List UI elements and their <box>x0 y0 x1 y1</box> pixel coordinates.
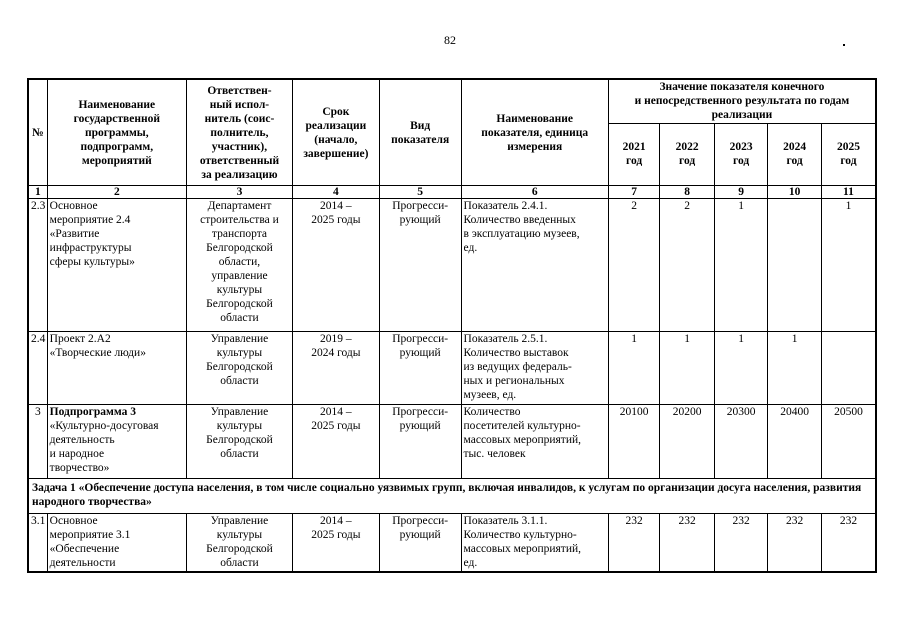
header-values-group: Значение показателя конечного и непосредственного результата по годам реализации <box>608 79 876 123</box>
value-2021: 232 <box>608 514 659 572</box>
value-2022: 1 <box>660 332 715 405</box>
row-indicator-type: Прогресси- рующий <box>379 405 461 479</box>
column-number-row <box>28 186 876 199</box>
value-2022: 20200 <box>660 405 715 479</box>
value-2022: 2 <box>660 199 715 332</box>
value-2024: 20400 <box>768 405 822 479</box>
header-indicator-name: Наименование показателя, единица измерения <box>461 79 608 186</box>
table-row <box>28 405 876 479</box>
row-term: 2019 – 2024 годы <box>292 332 379 405</box>
column-number: 9 <box>714 186 768 199</box>
value-2025 <box>821 332 876 405</box>
value-2025: 20500 <box>821 405 876 479</box>
column-number: 2 <box>47 186 186 199</box>
row-term: 2014 – 2025 годы <box>292 405 379 479</box>
value-2024: 1 <box>768 332 822 405</box>
page-number: 82 <box>444 33 456 47</box>
row-number: 3.1 <box>28 514 47 572</box>
row-name: Основное мероприятие 3.1 «Обеспечение деятельности <box>47 514 186 572</box>
header-year-2021: 2021 год <box>608 123 659 185</box>
value-2021: 1 <box>608 332 659 405</box>
value-2023: 20300 <box>714 405 768 479</box>
column-number: 10 <box>768 186 822 199</box>
subprogram-title: Подпрограмма 3 <box>49 406 136 418</box>
row-indicator-type: Прогресси- рующий <box>379 514 461 572</box>
row-name: Основное мероприятие 2.4 «Развитие инфраструктуры сферы культуры» <box>47 199 186 332</box>
row-indicator: Показатель 3.1.1. Количество культурно- массовых мероприятий, ед. <box>461 514 608 572</box>
row-indicator: Количество посетителей культурно- массовых мероприятий, тыс. человек <box>461 405 608 479</box>
header-responsible: Ответствен- ный испол- нитель (соис- полнитель, участник), ответственный за реализацию <box>186 79 292 186</box>
column-number: 7 <box>608 186 659 199</box>
header-year-2024: 2024 год <box>768 123 822 185</box>
column-number: 3 <box>186 186 292 199</box>
value-2023: 1 <box>714 199 768 332</box>
row-name-cell <box>47 405 186 479</box>
row-number: 2.4 <box>28 332 47 405</box>
row-responsible: Управление культуры Белгородской области <box>186 514 292 572</box>
value-2021: 2 <box>608 199 659 332</box>
task-title: Задача 1 «Обеспечение доступа населения, в том числе социально уязвимых групп, включая инвалидов, к услугам по организации досуга населения, развития народного творчества» <box>28 479 876 514</box>
row-number: 3 <box>28 405 47 479</box>
row-responsible: Управление культуры Белгородской области <box>186 405 292 479</box>
header-year-2025: 2025 год <box>821 123 876 185</box>
row-indicator-type: Прогресси- рующий <box>379 332 461 405</box>
column-number: 5 <box>379 186 461 199</box>
scan-speck <box>843 44 845 46</box>
value-2025: 1 <box>821 199 876 332</box>
header-name: Наименование государственной программы, подпрограмм, мероприятий <box>47 79 186 186</box>
row-term: 2014 – 2025 годы <box>292 514 379 572</box>
column-number: 4 <box>292 186 379 199</box>
row-responsible: Управление культуры Белгородской области <box>186 332 292 405</box>
column-number: 8 <box>660 186 715 199</box>
header-year-2022: 2022 год <box>660 123 715 185</box>
column-number: 1 <box>28 186 47 199</box>
header-num: № <box>28 79 47 186</box>
value-2023: 1 <box>714 332 768 405</box>
row-indicator: Показатель 2.4.1. Количество введенных в эксплуатацию музеев, ед. <box>461 199 608 332</box>
column-number: 11 <box>821 186 876 199</box>
row-name: Проект 2.А2 «Творческие люди» <box>47 332 186 405</box>
value-2023: 232 <box>714 514 768 572</box>
task-row <box>28 479 876 514</box>
header-year-2023: 2023 год <box>714 123 768 185</box>
value-2024: 232 <box>768 514 822 572</box>
header-indicator-type: Вид показателя <box>379 79 461 186</box>
row-indicator-type: Прогресси- рующий <box>379 199 461 332</box>
value-2025: 232 <box>821 514 876 572</box>
row-responsible: Департамент строительства и транспорта Белгородской области, управление культуры Белгородской области <box>186 199 292 332</box>
row-name: «Культурно-досуговая деятельность и народное творчество» <box>49 420 159 474</box>
value-2022: 232 <box>660 514 715 572</box>
table-row <box>28 199 876 332</box>
row-term: 2014 – 2025 годы <box>292 199 379 332</box>
row-indicator: Показатель 2.5.1. Количество выставок из ведущих федераль- ных и региональных музеев, ед. <box>461 332 608 405</box>
program-indicators-table <box>27 78 877 573</box>
header-term: Срок реализации (начало, завершение) <box>292 79 379 186</box>
value-2021: 20100 <box>608 405 659 479</box>
column-number: 6 <box>461 186 608 199</box>
row-number: 2.3 <box>28 199 47 332</box>
table-row <box>28 514 876 572</box>
table-row <box>28 332 876 405</box>
value-2024 <box>768 199 822 332</box>
